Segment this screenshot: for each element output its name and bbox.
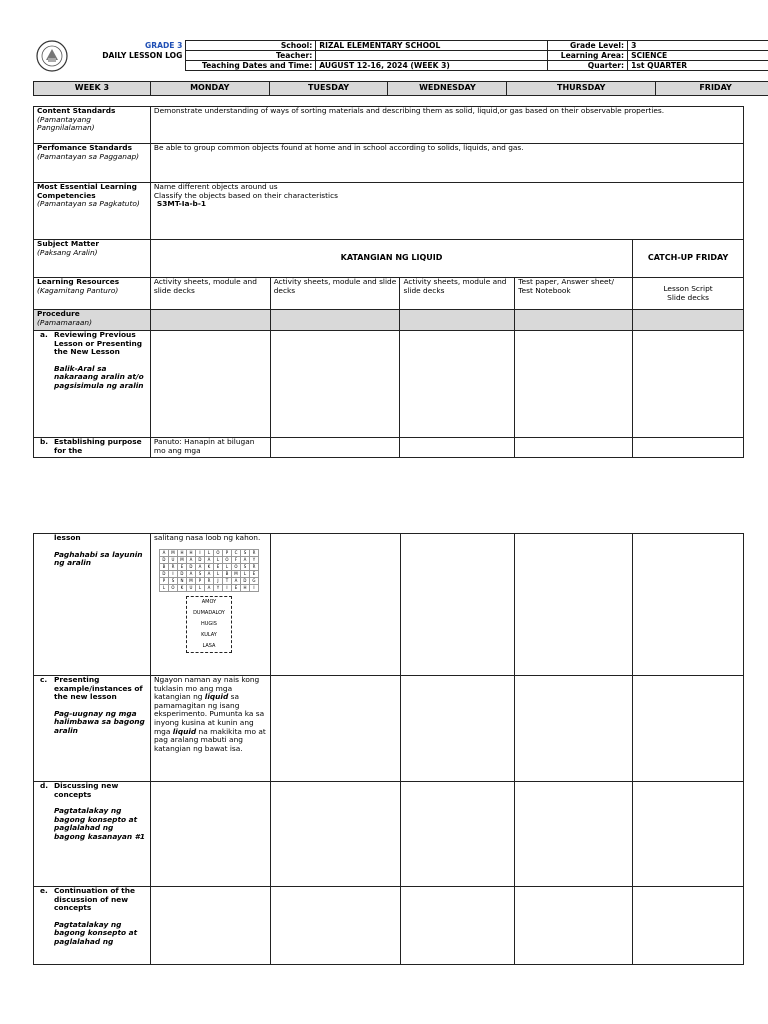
word-search-cell: L <box>213 570 222 577</box>
resources-monday: Activity sheets, module and slide decks <box>150 278 270 310</box>
word-search-cell: A <box>186 556 195 563</box>
word-search-cell: A <box>231 577 240 584</box>
quarter-label: Quarter: <box>548 61 628 71</box>
word-lasa: LASA <box>202 642 216 649</box>
word-search-cell: L <box>159 584 168 591</box>
learning-area-label: Learning Area: <box>548 51 628 61</box>
learning-resources-sub: (Kagamitang Panturo) <box>37 285 119 295</box>
word-search-cell: A <box>204 556 213 563</box>
word-search-cell: L <box>213 556 222 563</box>
word-dumadaloy: DUMADALOY <box>193 609 225 616</box>
resources-friday-1: Lesson Script <box>663 283 713 293</box>
subject-matter-sub: (Paksang Aralin) <box>37 247 98 257</box>
word-search-cell: C <box>231 549 240 556</box>
word-search-cell: A <box>186 570 195 577</box>
proc-b-filipino: Paghahabi sa layunin ng aralin <box>54 549 143 568</box>
word-list-box <box>186 596 232 653</box>
word-search-cell: P <box>159 577 168 584</box>
word-search-cell: K <box>177 584 186 591</box>
proc-d-letter: d. <box>40 781 49 790</box>
competency-line-1: Name different objects around us <box>153 182 278 191</box>
proc-b-letter: b. <box>40 437 49 446</box>
word-search-cell: O <box>168 584 177 591</box>
word-search-cell: U <box>186 584 195 591</box>
word-search-cell: R <box>249 549 258 556</box>
lesson-table-page-1 <box>33 106 744 458</box>
proc-a-english: Reviewing Previous Lesson or Presenting the New Lesson <box>54 330 143 357</box>
word-search-cell: I <box>222 584 231 591</box>
week-row <box>33 81 768 96</box>
word-search-cell: M <box>177 556 186 563</box>
catch-up-friday: CATCH-UP FRIDAY <box>633 240 744 278</box>
competencies-label: Most Essential Learning Competencies <box>37 182 137 200</box>
word-search-cell: O <box>231 563 240 570</box>
proc-b-monday-top: Panuto: Hanapin at bilugan mo ang mga <box>150 438 270 458</box>
word-search-cell: A <box>195 563 204 570</box>
content-standards-label: Content Standards <box>37 106 116 115</box>
word-search-cell: G <box>249 577 258 584</box>
word-search-cell: D <box>159 570 168 577</box>
word-search-cell: S <box>168 577 177 584</box>
competency-line-2: Classify the objects based on their characteristics <box>153 190 338 200</box>
header-table <box>33 40 768 71</box>
proc-e-english: Continuation of the discussion of new concepts <box>54 886 135 913</box>
proc-d-english: Discussing new concepts <box>54 781 119 799</box>
word-search-cell: I <box>195 549 204 556</box>
resources-friday-2: Slide decks <box>667 292 709 302</box>
word-search-cell: R <box>204 577 213 584</box>
resources-tuesday: Activity sheets, module and slide decks <box>270 278 400 310</box>
proc-e-letter: e. <box>40 886 48 895</box>
quarter-value: 1st QUARTER <box>628 61 768 71</box>
word-search-cell: N <box>177 577 186 584</box>
word-search-cell: U <box>168 556 177 563</box>
grade-label: GRADE 3 <box>33 41 186 51</box>
procedure-sub: (Pamamaraan) <box>37 317 92 327</box>
content-standards-sub: (Pamantayang Pangnilalaman) <box>37 114 95 133</box>
performance-standards-sub: (Pamantayan sa Pagganap) <box>37 151 140 161</box>
word-search-cell: E <box>177 563 186 570</box>
proc-b-monday-cont: salitang nasa loob ng kahon. <box>153 533 261 542</box>
log-title: DAILY LESSON LOG <box>102 50 183 60</box>
word-search-cell: A <box>240 556 249 563</box>
subject-matter-label: Subject Matter <box>37 239 99 248</box>
word-search-cell: I <box>249 584 258 591</box>
day-tuesday: TUESDAY <box>269 82 388 96</box>
teacher-label: Teacher: <box>186 51 316 61</box>
word-search-cell: F <box>231 556 240 563</box>
word-search-cell: H <box>240 584 249 591</box>
subject-topic: KATANGIAN NG LIQUID <box>150 240 632 278</box>
performance-standards-label: Perfomance Standards <box>37 143 132 152</box>
performance-standards-text: Be able to group common objects found at home and in school according to solids, liquids, and gas. <box>150 144 743 183</box>
proc-e-filipino: Pagtatalakay ng bagong konsepto at paglalahad ng <box>54 919 138 946</box>
word-search-cell: A <box>159 549 168 556</box>
word-search-cell: O <box>222 556 231 563</box>
word-search-cell: S <box>195 570 204 577</box>
word-search-cell: O <box>213 549 222 556</box>
proc-c-english: Presenting example/instances of the new lesson <box>54 675 143 702</box>
word-search-cell: P <box>195 577 204 584</box>
proc-d-filipino: Pagtatalakay ng bagong konsepto at paglalahad ng bagong kasanayan #1 <box>54 806 146 841</box>
proc-a-letter: a. <box>40 330 48 339</box>
proc-b-english-top: Establishing purpose for the <box>54 437 142 455</box>
grade-level-label: Grade Level: <box>548 41 628 51</box>
word-search-cell: H <box>177 549 186 556</box>
word-search-cell: B <box>222 570 231 577</box>
word-hugis: HUGIS <box>200 620 217 627</box>
dates-value: AUGUST 12-16, 2024 (WEEK 3) <box>316 61 548 71</box>
proc-a-filipino: Balik-Aral sa nakaraang aralin at/o pagsisimula ng aralin <box>54 363 144 390</box>
word-search-cell: D <box>177 570 186 577</box>
day-thursday: THURSDAY <box>507 82 656 96</box>
word-search-cell: E <box>213 563 222 570</box>
word-search-cell: R <box>249 563 258 570</box>
word-search-cell: M <box>168 549 177 556</box>
word-search-cell: D <box>159 556 168 563</box>
word-search-cell: S <box>240 563 249 570</box>
procedure-label: Procedure <box>37 309 80 318</box>
word-search-cell: K <box>204 563 213 570</box>
word-search-cell: D <box>195 556 204 563</box>
resources-wednesday: Activity sheets, module and slide decks <box>400 278 515 310</box>
word-search-cell: B <box>159 563 168 570</box>
word-search-cell: D <box>186 563 195 570</box>
resources-thursday: Test paper, Answer sheet/ Test Notebook <box>515 278 633 310</box>
word-search-cell: I <box>168 570 177 577</box>
word-search-grid <box>159 549 259 592</box>
content-standards-text: Demonstrate understanding of ways of sorting materials and describing them as solid, liquid,or gas based on their observable properties. <box>150 107 743 144</box>
word-amoy: AMOY <box>201 598 217 605</box>
word-search-cell: A <box>204 570 213 577</box>
word-search-cell: M <box>186 577 195 584</box>
word-search-cell: A <box>204 584 213 591</box>
word-kulay: KULAY <box>201 631 217 638</box>
word-search-cell: T <box>222 577 231 584</box>
grade-level-value: 3 <box>628 41 768 51</box>
learning-area-value: SCIENCE <box>628 51 768 61</box>
dates-label: Teaching Dates and Time: <box>186 61 316 71</box>
proc-c-filipino: Pag-uugnay ng mga halimbawa sa bagong aralin <box>54 708 145 735</box>
word-search-cell: P <box>222 549 231 556</box>
word-search-cell: L <box>204 549 213 556</box>
week-label: WEEK 3 <box>34 82 151 96</box>
word-search-cell: H <box>186 549 195 556</box>
word-search-cell: J <box>213 577 222 584</box>
word-search-cell: D <box>240 577 249 584</box>
competency-code: S3MT-Ia-b-1 <box>156 199 207 209</box>
day-friday: FRIDAY <box>656 82 768 96</box>
proc-b-english-cont: lesson <box>54 533 81 542</box>
word-search-cell: E <box>249 570 258 577</box>
word-search-cell: E <box>231 584 240 591</box>
proc-c-monday-text: Ngayon naman ay nais kong tuklasin mo ang mga katangian ng liquid sa pamamagitan ng isang eksperimento. Pumunta ka sa inyong kusina at kunin ang mga liquid na makikita mo at pag aralang mabuti ang katangian ng bawat isa. <box>150 676 270 782</box>
word-search-cell: L <box>222 563 231 570</box>
teacher-value <box>316 51 548 61</box>
word-search-cell: S <box>240 549 249 556</box>
word-search-cell: Y <box>249 556 258 563</box>
word-search-cell: L <box>240 570 249 577</box>
word-search-cell: Y <box>213 584 222 591</box>
competencies-sub: (Pamantayan sa Pagkatuto) <box>37 199 140 209</box>
school-label: School: <box>186 41 316 51</box>
learning-resources-label: Learning Resources <box>37 277 120 286</box>
word-search-cell: R <box>168 563 177 570</box>
proc-c-letter: c. <box>40 675 48 684</box>
word-search-cell: L <box>195 584 204 591</box>
word-search-cell: M <box>231 570 240 577</box>
lesson-table-page-2 <box>33 533 744 965</box>
school-value: RIZAL ELEMENTARY SCHOOL <box>316 41 548 51</box>
day-wednesday: WEDNESDAY <box>388 82 507 96</box>
day-monday: MONDAY <box>150 82 269 96</box>
